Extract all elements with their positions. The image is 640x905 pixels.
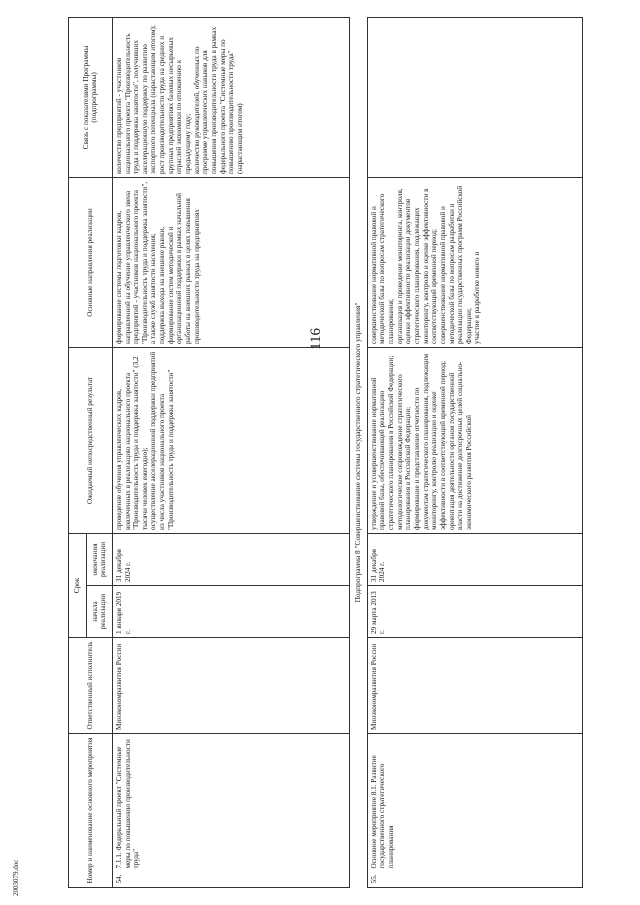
row-name: 7.1.1. Федеральный проект "Системные меры по повышению производительности труда" [112, 733, 349, 871]
rotated-table-container [68, 18, 620, 888]
row-end: 31 декабря 2024 г. [367, 533, 582, 585]
row-link [367, 17, 582, 177]
row-name: Основное мероприятие 8.1. Развитие государственного стратегического планирования [367, 733, 582, 871]
row-end: 31 декабря 2024 г. [112, 533, 349, 585]
page-number: 116 [308, 328, 324, 350]
row-start: 29 марта 2013 г. [367, 585, 582, 637]
table-row [112, 17, 349, 887]
row-executor: Минэкономразвития России [367, 637, 582, 733]
row-result: утверждение и усовершенствование нормативной правовой базы, обеспечивающей реализацию стратегического планирования в Российской Федерации; методологическое сопровождение стратегического планирования в Российской Федерации; формирование и представление отчетности по документам стратегического планирования, подлежащим мониторингу, контролю реализации и оценке эффективности в соответствующий временной период; ориентация деятельности органов государственной власти на достижение долгосрочных целей социально-экономического развития Российской [367, 347, 582, 533]
document-code: 2003079.doc [12, 859, 20, 896]
header-result: Ожидаемый непосредственный результат [69, 347, 113, 533]
header-start: начала реализации [86, 585, 112, 637]
row-start: 1 января 2019 г. [112, 585, 349, 637]
header-term: Срок [69, 533, 87, 637]
table-row [367, 17, 582, 887]
row-result: проведение обучения управленческих кадров, вовлеченных в реализацию национального проекта "Производительность труда и поддержка занятости" (3,2 тысячи человек ежегодно); осуществление акселерационной поддержки предприятий из числа участников национального проекта "Производительность труда и поддержка занятости" [112, 347, 349, 533]
row-link: количество предприятий - участников национального проекта "Производительность труда и поддержка занятости", получивших акселерационную поддержку по развитию экспортного потенциала (нарастающим итогом); рост производительности труда на средних и крупных предприятиях базовых несырьевых отраслей экономики по отношению к предыдущему году; количество руководителей, обученных по программе управленческих навыков для повышения производительности труда в рамках федерального проекта "Системные меры по повышению производительности труда" (нарастающим итогом) [112, 17, 349, 177]
measures-table [68, 17, 583, 888]
row-directions: совершенствование нормативной правовой и методической базы по вопросам стратегического планирования; организация и проведение мониторинга, контроля, оценки эффективности реализации документов стратегического планирования, подлежащих мониторингу, контролю и оценке эффективности в соответствующий временной период; совершенствование нормативной правовой и методической базы по вопросам разработки и реализации государственных программ Российской Федерации; участие в разработке нового и [367, 177, 582, 347]
header-executor: Ответственный исполнитель [69, 637, 113, 733]
row-number: 54. [112, 872, 349, 888]
header-row [69, 17, 87, 887]
header-directions: Основные направления реализации [69, 177, 113, 347]
subprogram-title: Подпрограмма 8 "Совершенствование системы государственного стратегического управления" [352, 302, 362, 603]
header-link: Связь с показателями Программы (подпрограммы) [69, 17, 113, 177]
row-number: 55. [367, 872, 582, 888]
row-directions: формирование системы подготовки кадров, направленной на обучение управленческого звена предприятий - участников национального проекта "Производительность труда и поддержка занятости", а также служб занятости населения; поддержка выхода на внешние рынки, формирование систем методической и организационной поддержки в рамках начальной работы на внешних рынках в целях повышения производительности труда на предприятиях [112, 177, 349, 347]
subprogram-row [349, 17, 367, 887]
header-name: Номер и наименование основного мероприятия [69, 733, 113, 887]
header-end: окончания реализации [86, 533, 112, 585]
row-executor: Минэкономразвития России [112, 637, 349, 733]
